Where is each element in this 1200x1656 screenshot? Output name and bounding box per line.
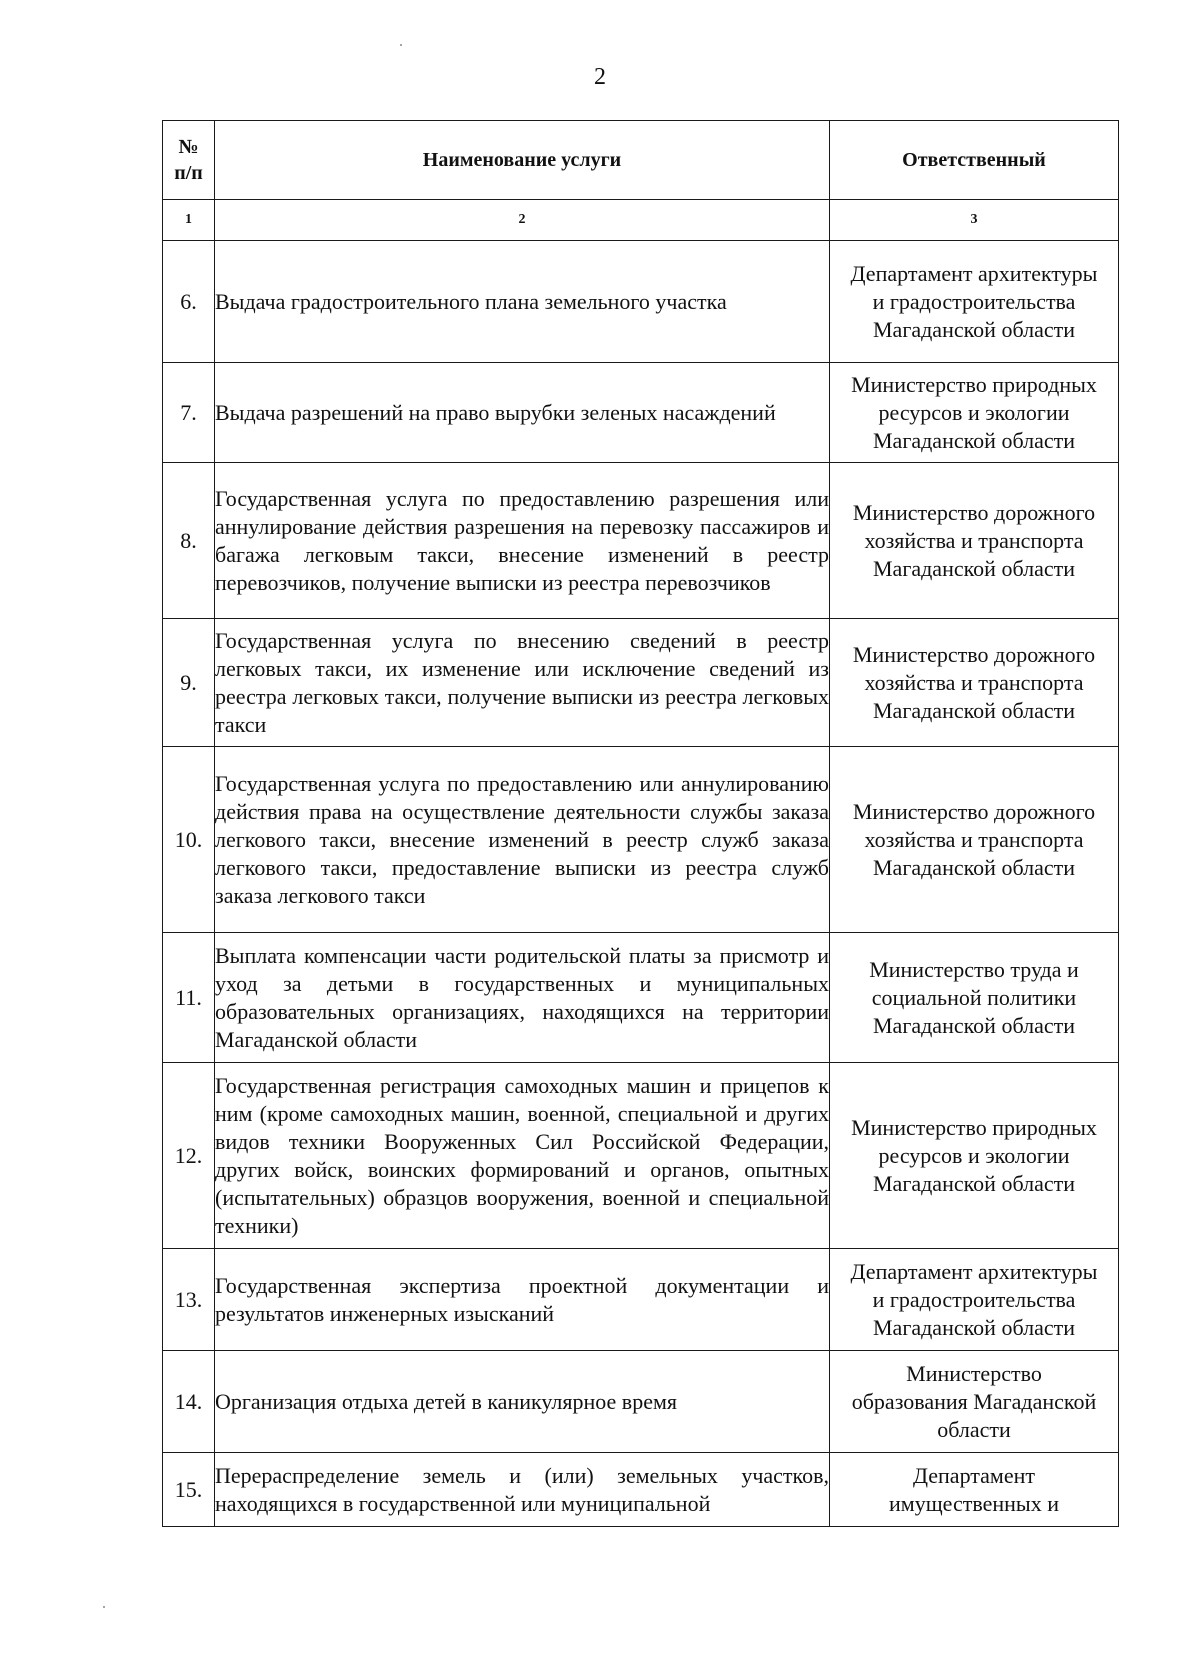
table-row	[163, 619, 1119, 747]
service-name: Государственная услуга по предоставлению или аннулированию действия права на осуществление деятельности службы заказа легкового такси, внесение изменений в реестр служб заказа легкового такси, предоставление выписки из реестра служб заказа легкового такси	[215, 747, 830, 933]
table-row	[163, 1351, 1119, 1453]
responsible-line: Министерство дорожного	[852, 499, 1096, 525]
responsible-body	[830, 1249, 1119, 1351]
header-responsible: Ответственный	[830, 121, 1119, 200]
table-row	[163, 933, 1119, 1063]
service-name: Организация отдыха детей в каникулярное время	[215, 1351, 830, 1453]
responsible-line: Департамент архитектуры	[850, 260, 1098, 286]
responsible-line: ресурсов и экологии	[878, 1142, 1070, 1168]
row-number: 7.	[163, 363, 215, 463]
responsible-line: Министерство труда и	[869, 956, 1079, 982]
column-index: 2	[215, 200, 830, 241]
service-name: Перераспределение земель и (или) земельных участков, находящихся в государственной или муниципальной	[215, 1453, 830, 1527]
responsible-line: Министерство природных	[851, 371, 1097, 397]
table-row	[163, 1453, 1119, 1527]
responsible-body	[830, 1063, 1119, 1249]
responsible-body	[830, 619, 1119, 747]
row-number: 10.	[163, 747, 215, 933]
responsible-line: Магаданской области	[873, 697, 1075, 723]
service-name: Государственная регистрация самоходных машин и прицепов к ним (кроме самоходных машин, военной, специальной и других видов техники Вооруженных Сил Российской Федерации, других войск, воинских формирований и органов, опытных (испытательных) образцов вооружения, военной и специальной техники)	[215, 1063, 830, 1249]
responsible-line: хозяйства и транспорта	[864, 527, 1084, 553]
responsible-line: хозяйства и транспорта	[864, 669, 1084, 695]
responsible-line: и градостроительства	[872, 288, 1076, 314]
responsible-body	[830, 747, 1119, 933]
row-number: 11.	[163, 933, 215, 1063]
responsible-line: Министерство дорожного	[852, 798, 1096, 824]
row-number: 14.	[163, 1351, 215, 1453]
responsible-line: Департамент архитектуры	[850, 1258, 1098, 1284]
row-number: 8.	[163, 463, 215, 619]
responsible-line: Магаданской области	[873, 1314, 1075, 1340]
column-index: 3	[830, 200, 1119, 241]
service-name: Выдача разрешений на право вырубки зеленых насаждений	[215, 363, 830, 463]
responsible-line: Магаданской области	[873, 1012, 1075, 1038]
row-number: 6.	[163, 241, 215, 363]
table-row	[163, 747, 1119, 933]
responsible-line: Министерство природных	[851, 1114, 1097, 1140]
header-number-abbr: п/п	[174, 162, 203, 184]
page-number: 2	[594, 64, 606, 90]
table-row	[163, 241, 1119, 363]
table-row	[163, 1249, 1119, 1351]
responsible-line: Магаданской области	[873, 1170, 1075, 1196]
responsible-line: ресурсов и экологии	[878, 399, 1070, 425]
row-number: 13.	[163, 1249, 215, 1351]
service-name: Выплата компенсации части родительской платы за присмотр и уход за детьми в государственных и муниципальных образовательных организациях, находящихся на территории Магаданской области	[215, 933, 830, 1063]
responsible-line: Магаданской области	[873, 316, 1075, 342]
responsible-line: Магаданской области	[873, 427, 1075, 453]
column-index-row	[163, 200, 1119, 241]
row-number: 15.	[163, 1453, 215, 1527]
header-service-name: Наименование услуги	[215, 121, 830, 200]
responsible-line: социальной политики	[871, 984, 1077, 1010]
responsible-line: области	[937, 1416, 1011, 1442]
responsible-line: хозяйства и транспорта	[864, 826, 1084, 852]
service-name: Государственная экспертиза проектной документации и результатов инженерных изысканий	[215, 1249, 830, 1351]
scan-speck	[400, 44, 402, 46]
column-index: 1	[163, 200, 215, 241]
header-number	[163, 121, 215, 200]
header-row	[163, 121, 1119, 200]
responsible-body	[830, 1453, 1119, 1527]
responsible-body	[830, 933, 1119, 1063]
responsible-line: Министерство	[906, 1360, 1042, 1386]
responsible-line: Министерство дорожного	[852, 641, 1096, 667]
table-row	[163, 463, 1119, 619]
responsible-line: образования Магаданской	[851, 1388, 1097, 1414]
table-row	[163, 1063, 1119, 1249]
scan-speck	[103, 1606, 105, 1608]
service-name: Выдача градостроительного плана земельного участка	[215, 241, 830, 363]
responsible-body	[830, 363, 1119, 463]
service-name: Государственная услуга по внесению сведений в реестр легковых такси, их изменение или исключение сведений из реестра легковых такси, получение выписки из реестра легковых такси	[215, 619, 830, 747]
responsible-body	[830, 1351, 1119, 1453]
responsible-line: Департамент	[912, 1462, 1035, 1488]
row-number: 12.	[163, 1063, 215, 1249]
row-number: 9.	[163, 619, 215, 747]
header-number-sign: №	[178, 136, 199, 158]
responsible-line: имущественных и	[889, 1490, 1059, 1516]
service-name: Государственная услуга по предоставлению разрешения или аннулирование действия разрешения на перевозку пассажиров и багажа легковым такси, внесение изменений в реестр перевозчиков, получение выписки из реестра перевозчиков	[215, 463, 830, 619]
responsible-line: Магаданской области	[873, 555, 1075, 581]
responsible-line: и градостроительства	[872, 1286, 1076, 1312]
responsible-line: Магаданской области	[873, 854, 1075, 880]
table-row	[163, 363, 1119, 463]
responsible-body	[830, 241, 1119, 363]
responsible-body	[830, 463, 1119, 619]
services-table	[162, 120, 1119, 1527]
